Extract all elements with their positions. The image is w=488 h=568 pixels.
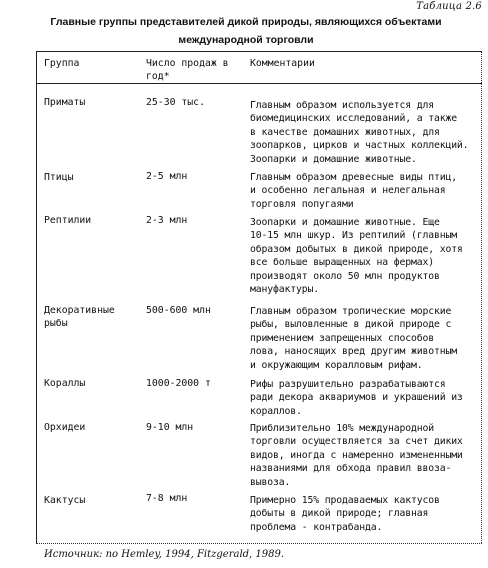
row-orchids-sales: 9-10 млн xyxy=(146,422,194,433)
table-header-rule xyxy=(36,83,482,84)
row-orchids-group: Орхидеи xyxy=(44,422,86,433)
row-fish-sales: 500-600 млн xyxy=(146,305,211,316)
row-primates-sales: 25-30 тыс. xyxy=(146,97,205,108)
row-fish-group: Декоративные рыбы xyxy=(44,305,115,330)
row-primates-group: Приматы xyxy=(44,97,86,108)
table-top-rule xyxy=(36,51,482,52)
row-birds-group: Птицы xyxy=(44,172,74,183)
table-title xyxy=(20,13,472,49)
header-sales: Число продаж в год* xyxy=(146,58,229,83)
table-title-line-1: Главные группы представителей дикой природы, являющихся объектами xyxy=(50,16,442,28)
row-corals-sales: 1000-2000 т xyxy=(146,378,211,389)
row-fish-comment: Главным образом тропические морские рыбы, выловленные в дикой природе с применением запрещенных способов лова, наносящих вред другим животным и окружающим коралловым рифам. xyxy=(250,306,457,371)
row-birds-comment: Главным образом древесные виды птиц, и особенно легальная и нелегальная торговля попугаями xyxy=(250,172,457,210)
header-comments: Комментарии xyxy=(250,58,315,69)
source-note: Источник: по Hemley, 1994, Fitzgerald, 1989. xyxy=(44,549,285,560)
row-corals-group: Кораллы xyxy=(44,378,86,389)
row-cacti-group: Кактусы xyxy=(44,495,86,506)
table-bottom-rule xyxy=(36,543,482,544)
row-primates-comment: Главным образом используется для биомедицинских исследований, а также в качестве домашних животных, для зоопарков, цирков и частных коллекций. Зоопарки и домашние животные. xyxy=(250,100,469,165)
row-cacti-sales: 7-8 млн xyxy=(146,493,188,504)
header-group: Группа xyxy=(44,58,80,69)
row-birds-sales: 2-5 млн xyxy=(146,171,188,182)
table-title-line-2: международной торговли xyxy=(178,34,314,46)
row-reptiles-sales: 2-3 млн xyxy=(146,215,188,226)
row-reptiles-comment: Зоопарки и домашние животные. Еще 10-15 млн шкур. Из рептилий (главным образом добытых в дикой природе, хотя все больше выращенных на фермах) производят около 50 млн продуктов мануфактуры. xyxy=(250,217,463,296)
table-number: Таблица 2.6 xyxy=(416,1,482,12)
row-corals-comment: Рифы разрушительно разрабатываются ради декора аквариумов и украшений из кораллов. xyxy=(250,379,463,417)
row-cacti-comment: Примерно 15% продаваемых кактусов добыты в дикой природе; главная проблема - контрабанда. xyxy=(250,495,440,533)
row-orchids-comment: Приблизительно 10% международной торговли осуществляется за счет диких видов, иногда с намеренно измененными названиями для обхода правил ввоза- вывоза. xyxy=(250,423,463,488)
row-reptiles-group: Рептилии xyxy=(44,215,92,226)
